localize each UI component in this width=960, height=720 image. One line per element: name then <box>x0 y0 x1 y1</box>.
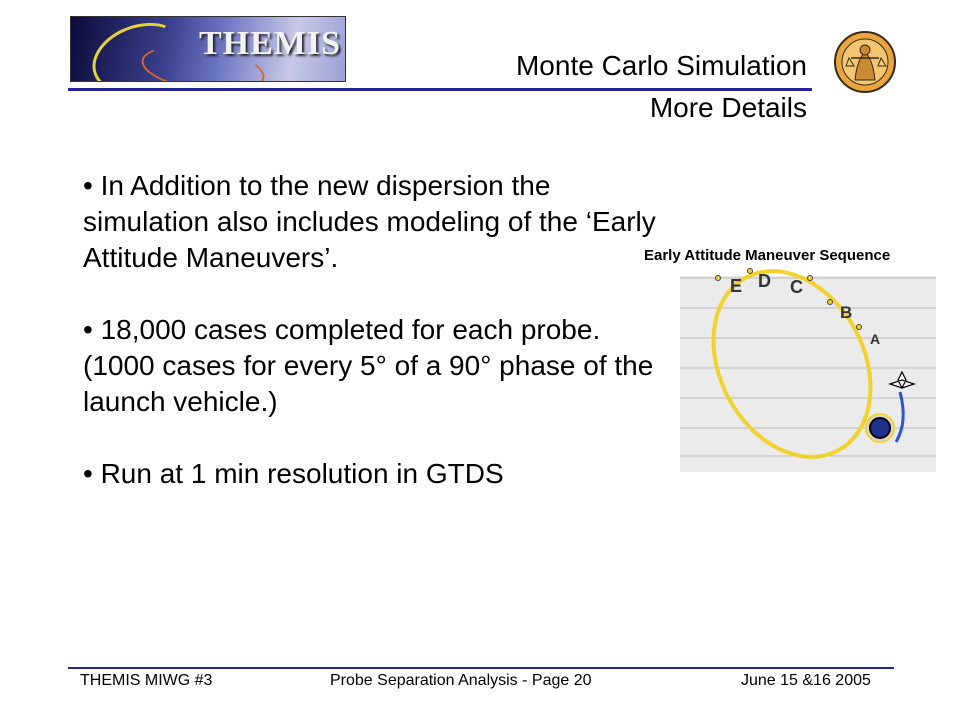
bullet-list <box>83 168 673 528</box>
footer-right: June 15 &16 2005 <box>741 672 871 689</box>
diagram-title: Early Attitude Maneuver Sequence <box>644 247 891 264</box>
header-rule <box>68 88 812 91</box>
bullet-item: • In Addition to the new dispersion the simulation also includes modeling of the ‘Early Attitude Maneuvers’. <box>83 170 656 273</box>
footer-left: THEMIS MIWG #3 <box>80 672 213 689</box>
themis-seal-logo <box>833 30 897 94</box>
footer-rule <box>68 667 894 669</box>
footer-center: Probe Separation Analysis - Page 20 <box>330 672 592 689</box>
early-attitude-maneuver-diagram <box>676 262 940 474</box>
label-a: A <box>870 331 881 347</box>
label-d: D <box>758 271 771 291</box>
logo-text: THEMIS <box>199 25 342 62</box>
label-c: C <box>790 277 803 297</box>
slide-title: Monte Carlo Simulation <box>515 50 807 81</box>
bullet-item: • 18,000 cases completed for each probe. (1000 cases for every 5° of a 90° phase of the launch vehicle.) <box>83 314 654 417</box>
earth-icon <box>870 418 890 438</box>
label-b: B <box>840 303 853 322</box>
label-e: E <box>730 276 743 296</box>
bullet-item: • Run at 1 min resolution in GTDS <box>83 458 504 489</box>
themis-logo-banner <box>70 16 346 82</box>
slide-subtitle: More Details <box>649 92 807 123</box>
